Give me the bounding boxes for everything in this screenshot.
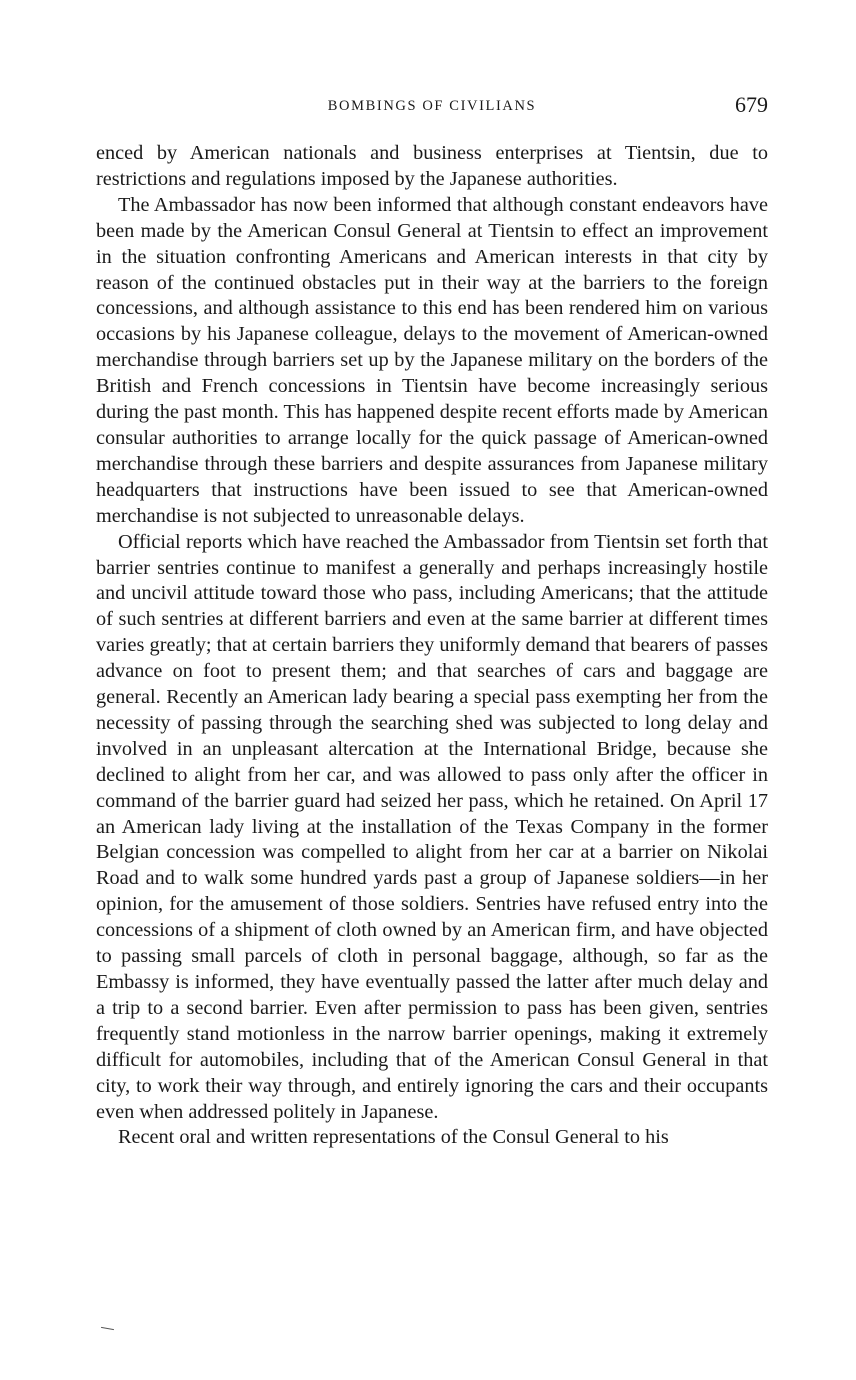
running-title: BOMBINGS OF CIVILIANS xyxy=(327,98,537,114)
paragraph-representations: Recent oral and written representations of the Consul General to his xyxy=(118,1126,669,1149)
paragraph-ambassador-informed: The Ambassador has now been informed that although constant endeavors have been made by the American Consul General at Tientsin to effect an improvement in the situation confronting Americans and American interests in that city by reason of the continued obstacles put in their way at the barriers to the foreign concessions, and although assistance to this end has been rendered him on various occasions by his Japanese colleague, delays to the movement of American-owned merchandise through barriers set up by the Japanese military on the borders of the British and French concessions in Tientsin have become increasingly serious during the past month. This has happened despite recent efforts made by American consular authorities to arrange locally for the quick passage of American-owned merchandise through these barriers and despite assurances from Japanese military headquarters that instructions have been issued to see that American-owned merchandise is not subjected to unreasonable delays. xyxy=(96,193,768,527)
stray-mark xyxy=(101,1327,114,1330)
paragraph-official-reports: Official reports which have reached the Ambassador from Tientsin set forth that barrier sentries continue to manifest a generally and perhaps increasingly hostile and uncivil attitude toward those who pass, including Americans; that the attitude of such sentries at different barriers and even at the same barrier at different times varies greatly; that at certain barriers they uniformly demand that bearers of passes advance on foot to present them; and that searches of cars and baggage are general. Recently an American lady bearing a special pass exempting her from the necessity of passing through the searching shed was subjected to long delay and involved in an unpleasant altercation at the International Bridge, because she declined to alight from her car, and was allowed to pass only after the officer in command of the barrier guard had seized her pass, which he retained. On April 17 an American lady living at the installation of the Texas Company in the former Belgian concession was compelled to alight from her car at a barrier on Nikolai Road and to walk some hundred yards past a group of Japanese soldiers—in her opinion, for the amusement of those soldiers. Sentries have refused entry into the concessions of a shipment of cloth owned by an American firm, and have objected to passing small parcels of cloth in personal baggage, although, so far as the Embassy is informed, they have eventually passed the latter after much delay and a trip to a second barrier. Even after permission to pass has been given, sentries frequently stand motionless in the narrow barrier openings, making it extremely difficult for automobiles, including that of the American Consul General in that city, to work their way through, and entirely ignoring the cars and their occupants even when addressed politely in Japanese. xyxy=(96,530,768,1123)
page-number: 679 xyxy=(735,92,768,117)
paragraph-continuation: enced by American nationals and business enterprises at Tientsin, due to restrictions and regulations imposed by the Japanese authorities. xyxy=(96,142,768,190)
running-head xyxy=(96,92,768,122)
body-text xyxy=(96,141,768,1151)
